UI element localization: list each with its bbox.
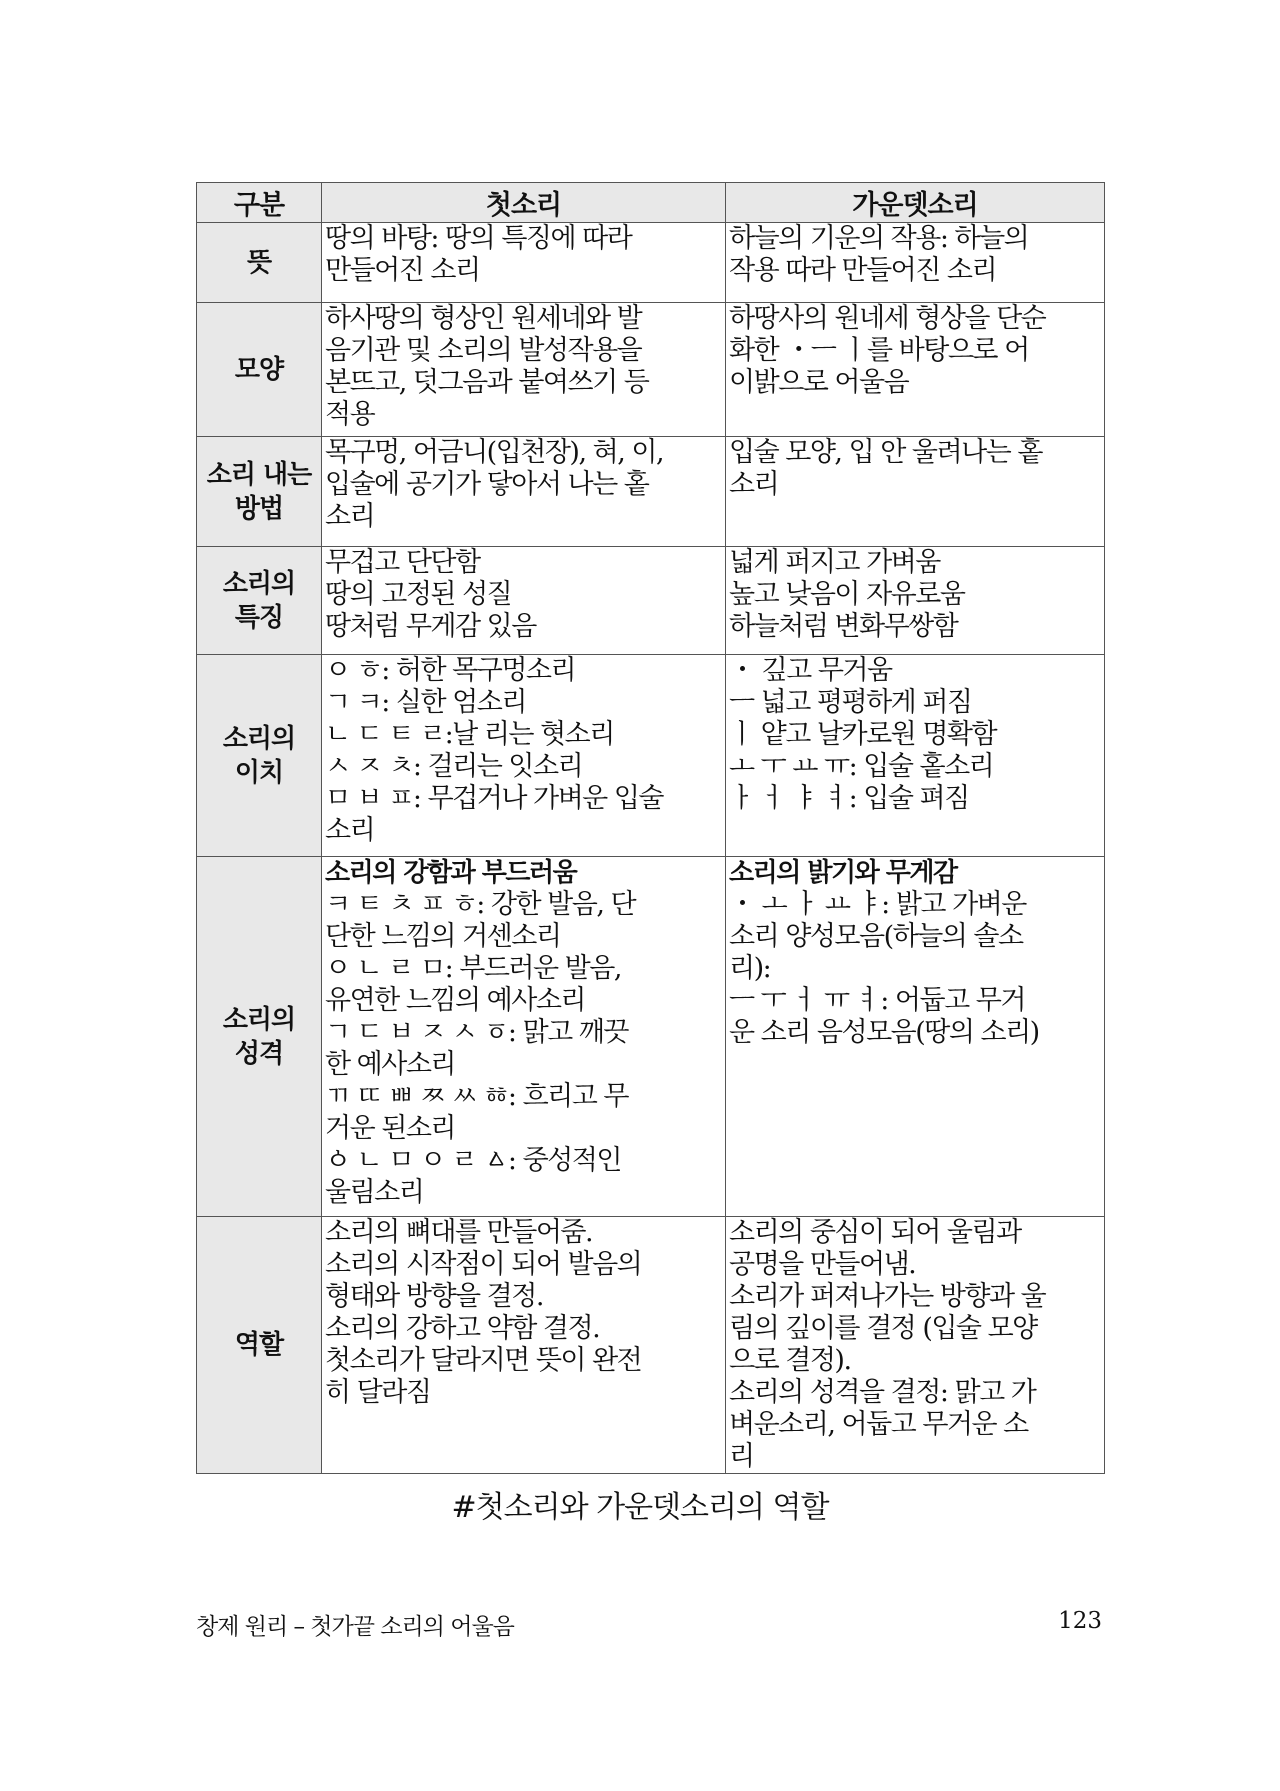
cell-text-line: 유연한 느낌의 예사소리 <box>325 985 585 1016</box>
cell-text-line: ㄱ ㄷ ㅂ ㅈ ㅅ ㆆ: 맑고 깨끗 <box>325 1017 628 1048</box>
cell-text-line: 하늘의 기운의 작용: 하늘의 <box>729 223 1029 254</box>
first-sound-cell <box>322 1217 726 1474</box>
middle-sound-cell <box>726 303 1105 437</box>
middle-sound-cell <box>726 857 1105 1217</box>
cell-text-line: 적용 <box>325 399 375 430</box>
row-label <box>197 655 322 857</box>
cell-text-line: ㅇ ㅎ: 허한 목구멍소리 <box>325 655 576 686</box>
cell-text-line: 거운 된소리 <box>325 1113 455 1144</box>
middle-sound-cell <box>726 1217 1105 1474</box>
cell-text-line: 한 예사소리 <box>325 1049 455 1080</box>
table-row-meaning <box>197 223 1105 303</box>
row-label-line: 방법 <box>234 493 284 524</box>
row-label-line: 성격 <box>234 1038 284 1069</box>
cell-text-line: 소리의 강하고 약함 결정. <box>325 1313 600 1344</box>
cell-text-line: ・ 깊고 무거움 <box>729 655 892 686</box>
middle-sound-cell <box>726 547 1105 655</box>
row-label <box>197 223 322 303</box>
row-label <box>197 857 322 1217</box>
cell-subheading: 소리의 강함과 부드러움 <box>325 858 577 888</box>
cell-text-line: 목구멍, 어금니(입천장), 혀, 이, <box>325 437 664 468</box>
cell-text-line: ㅡ 넓고 평평하게 퍼짐 <box>729 687 972 718</box>
row-label <box>197 547 322 655</box>
table-row-shape <box>197 303 1105 437</box>
row-label-line: 소리의 <box>222 723 296 754</box>
header-first-sound: 첫소리 <box>322 183 726 223</box>
cell-text-line: 땅처럼 무게감 있음 <box>325 611 536 642</box>
first-sound-cell <box>322 857 726 1217</box>
cell-text-line: 소리의 중심이 되어 울림과 <box>729 1217 1021 1248</box>
cell-text-line: 본뜨고, 덧그음과 붙여쓰기 등 <box>325 367 649 398</box>
table-header-row <box>197 183 1105 223</box>
cell-text-line: ㅗ ㅜ ㅛ ㅠ: 입술 홑소리 <box>729 751 994 782</box>
cell-text-line: 무겁고 단단함 <box>325 547 480 578</box>
cell-text-line: 이밝으로 어울음 <box>729 367 909 398</box>
cell-text-line: 소리 <box>729 469 779 500</box>
cell-text-line: 소리 양성모음(하늘의 솔소 <box>729 921 1023 952</box>
table-row-articulation <box>197 437 1105 547</box>
cell-text-line: 하사땅의 형상인 원세네와 발 <box>325 303 642 334</box>
cell-text-line: 히 달라짐 <box>325 1377 431 1408</box>
cell-text-line: 넓게 퍼지고 가벼움 <box>729 547 940 578</box>
row-label <box>197 437 322 547</box>
row-label <box>197 303 322 437</box>
cell-text-line: 작용 따라 만들어진 소리 <box>729 255 997 286</box>
cell-text-line: ㄲ ㄸ ㅃ ㅉ ㅆ ㆅ: 흐리고 무 <box>325 1081 628 1112</box>
cell-subheading: 소리의 밝기와 무게감 <box>729 858 957 888</box>
first-sound-cell <box>322 655 726 857</box>
cell-text-line: 리 <box>729 1441 754 1472</box>
cell-text-line: ㅅ ㅈ ㅊ: 걸리는 잇소리 <box>325 751 583 782</box>
table-row-nature <box>197 857 1105 1217</box>
cell-text-line: 음기관 및 소리의 발성작용을 <box>325 335 642 366</box>
first-sound-cell <box>322 437 726 547</box>
cell-text-line: ㅡ ㅜ ㅓ ㅠ ㅕ: 어둡고 무거 <box>729 985 1025 1016</box>
cell-text-line: 소리 <box>325 501 375 532</box>
header-middle-sound: 가운뎃소리 <box>726 183 1105 223</box>
row-label-line: 뜻 <box>246 247 272 278</box>
first-sound-cell <box>322 303 726 437</box>
row-label-line: 모양 <box>234 354 284 385</box>
cell-text-line: ㅁ ㅂ ㅍ: 무겁거나 가벼운 입술 <box>325 783 663 814</box>
cell-text-line: 림의 깊이를 결정 (입술 모양 <box>729 1313 1037 1344</box>
cell-text-line: ㆁ ㄴ ㅁ ㅇ ㄹ ㅿ: 중성적인 <box>325 1145 621 1176</box>
cell-text-line: 땅의 고정된 성질 <box>325 579 512 610</box>
cell-text-line: 화한 ・ㅡ ㅣ를 바탕으로 어 <box>729 335 1029 366</box>
middle-sound-cell <box>726 655 1105 857</box>
cell-text-line: 높고 낮음이 자유로움 <box>729 579 965 610</box>
row-label-line: 소리의 <box>222 1004 296 1035</box>
cell-text-line: ㅏ ㅓ ㅑ ㅕ: 입술 펴짐 <box>729 783 969 814</box>
row-label-line: 소리 내는 <box>206 459 312 490</box>
cell-text-line: 리): <box>729 953 771 984</box>
cell-text-line: 단한 느낌의 거센소리 <box>325 921 561 952</box>
cell-text-line: 하땅사의 원네세 형상을 단순 <box>729 303 1046 334</box>
cell-text-line: 하늘처럼 변화무쌍함 <box>729 611 958 642</box>
cell-text-line: 운 소리 음성모음(땅의 소리) <box>729 1017 1039 1048</box>
cell-text-line: 소리가 퍼져나가는 방향과 울 <box>729 1281 1046 1312</box>
cell-text-line: ㄴ ㄷ ㅌ ㄹ:날 리는 혓소리 <box>325 719 614 750</box>
cell-text-line: 벼운소리, 어둡고 무거운 소 <box>729 1409 1028 1440</box>
cell-text-line: ㅣ 얕고 날카로원 명확함 <box>729 719 997 750</box>
page-number: 123 <box>1058 1608 1102 1634</box>
middle-sound-cell <box>726 223 1105 303</box>
table-row-principle <box>197 655 1105 857</box>
cell-text-line: ・ ㅗ ㅏ ㅛ ㅑ: 밝고 가벼운 <box>729 889 1026 920</box>
cell-text-line: 첫소리가 달라지면 뜻이 완전 <box>325 1345 642 1376</box>
row-label-line: 소리의 <box>222 568 296 599</box>
cell-text-line: 공명을 만들어냄. <box>729 1249 916 1280</box>
table-row-characteristics <box>197 547 1105 655</box>
cell-text-line: ㄱ ㅋ: 실한 엄소리 <box>325 687 526 718</box>
cell-text-line: ㅇ ㄴ ㄹ ㅁ: 부드러운 발음, <box>325 953 621 984</box>
row-label-line: 특징 <box>234 602 284 633</box>
cell-text-line: 소리의 시작점이 되어 발음의 <box>325 1249 642 1280</box>
cell-text-line: 울림소리 <box>325 1177 424 1208</box>
cell-text-line: 입술에 공기가 닿아서 나는 홑 <box>325 469 649 500</box>
table-caption: #첫소리와 가운뎃소리의 역할 <box>451 1490 829 1525</box>
cell-text-line: 으로 결정). <box>729 1345 851 1376</box>
cell-text-line: ㅋ ㅌ ㅊ ㅍ ㅎ: 강한 발음, 단 <box>325 889 636 920</box>
cell-text-line: 만들어진 소리 <box>325 255 480 286</box>
cell-text-line: 소리 <box>325 815 375 846</box>
cell-text-line: 입술 모양, 입 안 울려나는 홑 <box>729 437 1042 468</box>
row-label <box>197 1217 322 1474</box>
first-sound-cell <box>322 223 726 303</box>
row-label-line: 역할 <box>234 1330 284 1360</box>
first-sound-cell <box>322 547 726 655</box>
table-row-role <box>197 1217 1105 1474</box>
middle-sound-cell <box>726 437 1105 547</box>
cell-text-line: 소리의 성격을 결정: 맑고 가 <box>729 1377 1036 1408</box>
cell-text-line: 형태와 방향을 결정. <box>325 1281 543 1312</box>
cell-text-line: 땅의 바탕: 땅의 특징에 따라 <box>325 223 632 254</box>
comparison-table <box>196 182 1105 1474</box>
row-label-line: 이치 <box>234 757 284 788</box>
footer-chapter-title: 창제 원리 – 첫가끝 소리의 어울음 <box>196 1614 514 1640</box>
header-category: 구분 <box>197 183 322 223</box>
cell-text-line: 소리의 뼈대를 만들어줌. <box>325 1217 593 1248</box>
